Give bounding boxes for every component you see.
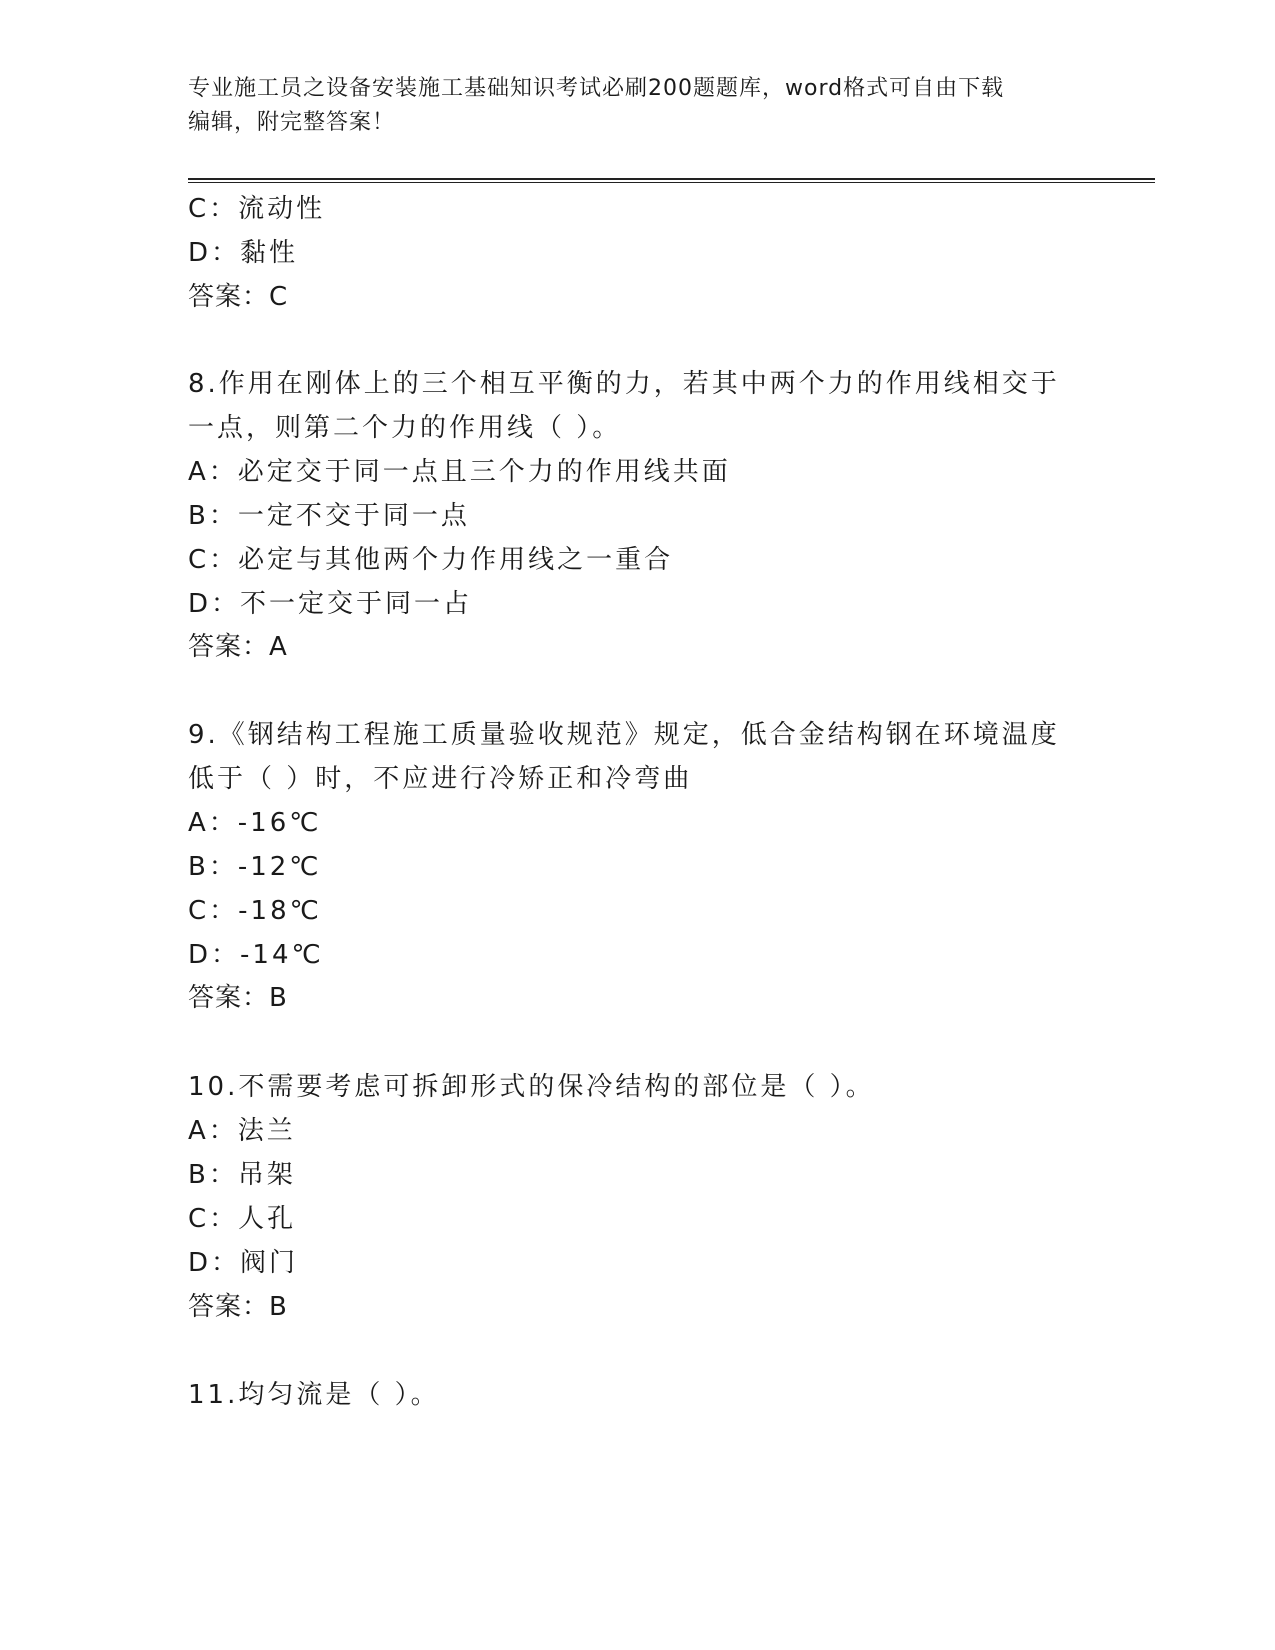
q7-option-d: D：黏性 xyxy=(188,238,299,268)
q9-option-b: B：-12℃ xyxy=(188,852,322,882)
document-header xyxy=(188,72,1068,140)
q8-option-a: A：必定交于同一点且三个力的作用线共面 xyxy=(188,457,731,487)
q9-option-d: D：-14℃ xyxy=(188,940,324,970)
q9-option-a: A：-16℃ xyxy=(188,808,322,838)
q10-stem-line-1: 10.不需要考虑可拆卸形式的保冷结构的部位是（ ）。 xyxy=(188,1072,875,1102)
header-title-line-1: 专业施工员之设备安装施工基础知识考试必刷200题题库，word格式可自由下载 xyxy=(188,76,1005,101)
q9-option-c: C：-18℃ xyxy=(188,896,322,926)
q8-stem-line-2: 一点，则第二个力的作用线（ ）。 xyxy=(188,413,622,443)
header-title-line-2: 编辑，附完整答案！ xyxy=(188,110,396,135)
q10-option-b: B：吊架 xyxy=(188,1160,296,1190)
q9-answer: 答案：B xyxy=(188,983,288,1013)
q9-stem-line-1: 9.《钢结构工程施工质量验收规范》规定，低合金结构钢在环境温度 xyxy=(188,720,1060,750)
q8-option-c: C：必定与其他两个力作用线之一重合 xyxy=(188,545,674,575)
q10-option-c: C：人孔 xyxy=(188,1204,297,1234)
q8-stem-line-1: 8.作用在刚体上的三个相互平衡的力，若其中两个力的作用线相交于 xyxy=(188,369,1060,399)
q10-option-d: D：阀门 xyxy=(188,1248,299,1278)
q8-option-d: D：不一定交于同一占 xyxy=(188,589,473,619)
q7-answer: 答案：C xyxy=(188,282,289,312)
q10-answer: 答案：B xyxy=(188,1292,288,1322)
q7-option-c: C：流动性 xyxy=(188,194,326,224)
q11-stem-line-1: 11.均匀流是（ ）。 xyxy=(188,1380,440,1410)
q8-option-b: B：一定不交于同一点 xyxy=(188,501,470,531)
q10-option-a: A：法兰 xyxy=(188,1116,296,1146)
q8-answer: 答案：A xyxy=(188,632,288,662)
q9-stem-line-2: 低于（ ）时，不应进行冷矫正和冷弯曲 xyxy=(188,764,693,794)
header-divider xyxy=(188,178,1155,183)
